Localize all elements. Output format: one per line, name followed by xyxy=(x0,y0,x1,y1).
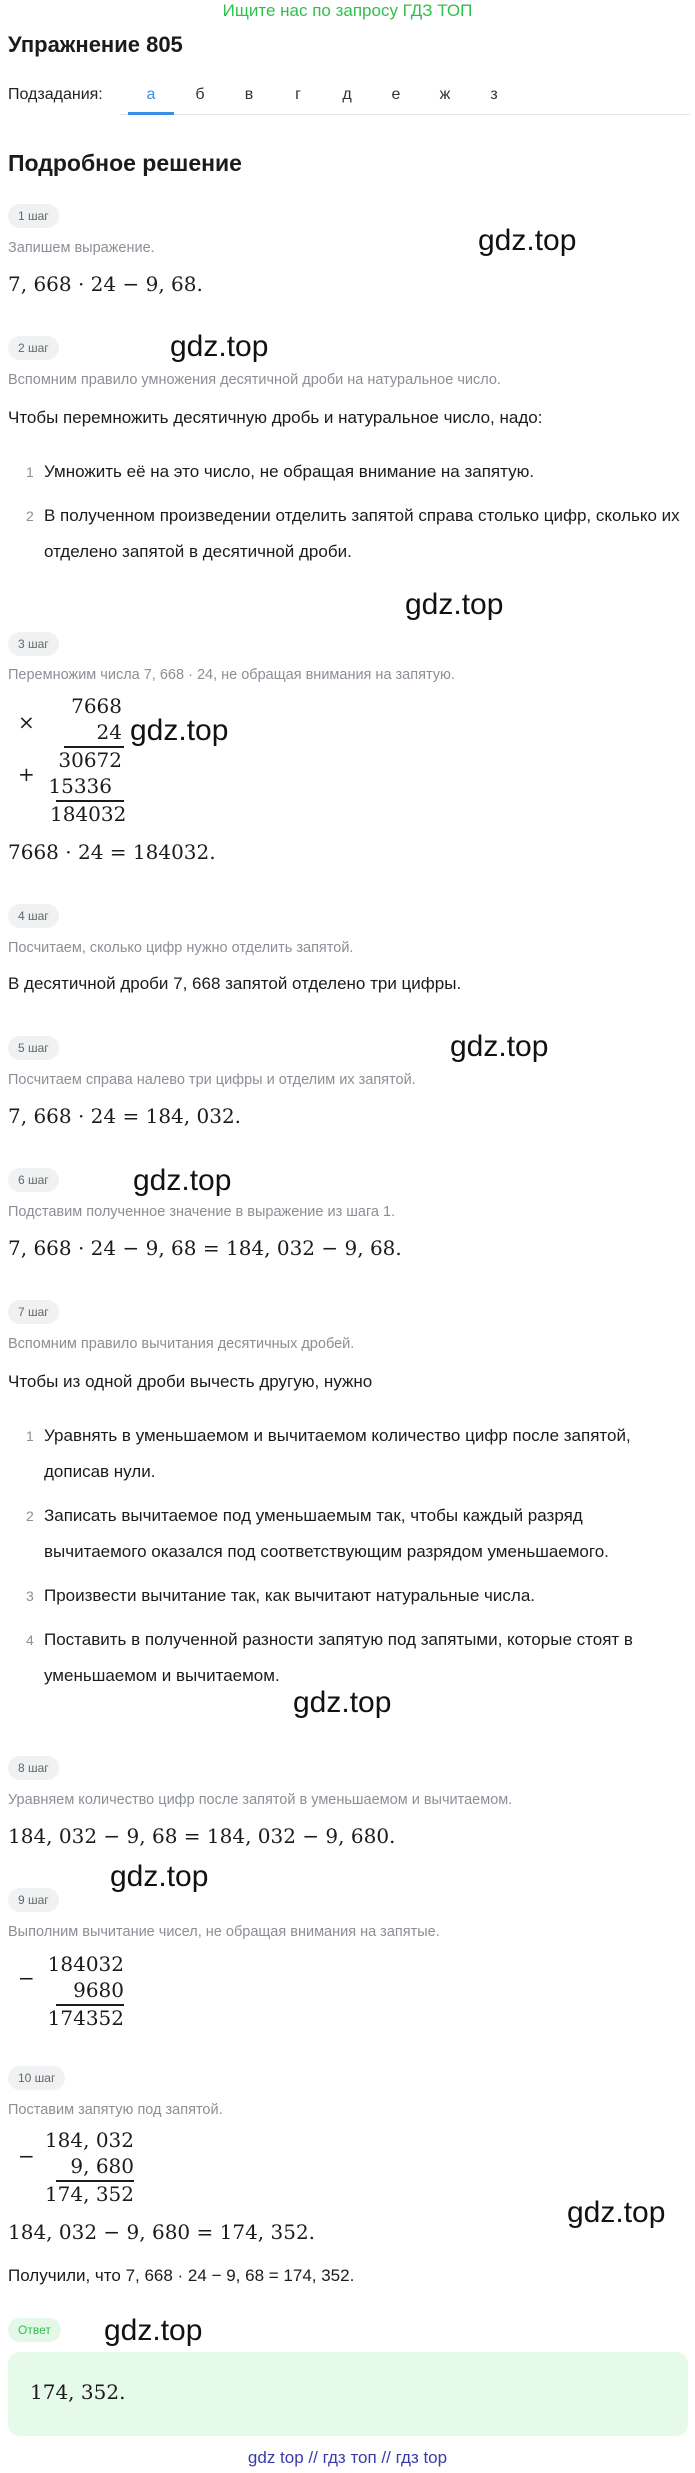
step-7-item-2-num: 2 xyxy=(26,1508,34,1524)
step-1-label: 1 шаг xyxy=(8,204,59,228)
watermark: gdz.top xyxy=(133,1164,232,1197)
step-7-item-3: Произвести вычитание так, как вычитают натуральные числа. xyxy=(44,1586,536,1605)
step-7-text: Чтобы из одной дроби вычесть другую, нужно xyxy=(8,1372,373,1391)
step-1-math: 7, 668 · 24 − 9, 68. xyxy=(8,272,203,296)
step-7-label: 7 шаг xyxy=(8,1300,59,1324)
step-2-item-2-num: 2 xyxy=(26,508,34,524)
footer-links[interactable]: gdz top // гдз топ // гдз top xyxy=(247,2448,448,2467)
step-10-math: 184, 032 − 9, 680 = 174, 352. xyxy=(8,2220,316,2244)
col-mult-result: 184032 xyxy=(50,802,127,826)
col-mult-a: 7668 xyxy=(71,694,122,718)
step-2-item-1-num: 1 xyxy=(26,464,34,480)
minus-sign: − xyxy=(18,2144,35,2168)
section-title: Подробное решение xyxy=(8,150,242,176)
watermark: gdz.top xyxy=(450,1030,549,1063)
tab-a[interactable]: а xyxy=(146,86,156,103)
step-5-hint: Посчитаем справа налево три цифры и отделим их запятой. xyxy=(8,1072,416,1088)
col-sub-result: 174352 xyxy=(47,2006,124,2030)
subtasks-label: Подзадания: xyxy=(8,86,103,103)
col-mult-b: 24 xyxy=(96,720,122,744)
step-3-math: 7668 · 24 = 184032. xyxy=(8,840,216,864)
watermark: gdz.top xyxy=(110,1860,209,1893)
step-4-label: 4 шаг xyxy=(8,904,59,928)
col-mult-partial-1: 30672 xyxy=(58,748,122,772)
col-sub-b: 9680 xyxy=(73,1978,124,2002)
watermark: gdz.top xyxy=(104,2314,203,2347)
step-7-hint: Вспомним правило вычитания десятичных дробей. xyxy=(8,1336,355,1352)
step-6-math: 7, 668 · 24 − 9, 68 = 184, 032 − 9, 68. xyxy=(8,1236,402,1260)
page-title: Упражнение 805 xyxy=(8,32,183,57)
watermark: gdz.top xyxy=(478,224,577,257)
step-2-text: Чтобы перемножить десятичную дробь и натуральное число, надо: xyxy=(8,408,543,427)
step-7-item-2: Записать вычитаемое под уменьшаемым так, чтобы каждый разряд вычитаемого оказался под соответствующим разрядом уменьшаемого. xyxy=(44,1506,609,1561)
tab-v[interactable]: в xyxy=(244,86,254,103)
step-4-hint: Посчитаем, сколько цифр нужно отделить запятой. xyxy=(8,940,354,956)
step-6-label: 6 шаг xyxy=(8,1168,59,1192)
step-7-item-1-num: 1 xyxy=(26,1428,34,1444)
tab-b[interactable]: б xyxy=(195,86,205,103)
tab-e[interactable]: е xyxy=(391,86,401,103)
col-sub-a: 184032 xyxy=(47,1952,124,1976)
step-2-hint: Вспомним правило умножения десятичной дроби на натуральное число. xyxy=(8,372,501,388)
col-mult-partial-2: 15336 xyxy=(48,774,112,798)
watermark: gdz.top xyxy=(567,2196,666,2229)
step-7-item-1: Уравнять в уменьшаемом и вычитаемом количество цифр после запятой, дописав нули. xyxy=(44,1426,631,1481)
col-sub-a: 184, 032 xyxy=(44,2128,134,2152)
step-9-label: 9 шаг xyxy=(8,1888,59,1912)
col-sub-b: 9, 680 xyxy=(70,2154,134,2178)
step-4-text: В десятичной дроби 7, 668 запятой отделено три цифры. xyxy=(8,974,462,993)
tabs-divider xyxy=(120,114,690,115)
step-2-item-1: Умножить её на это число, не обращая внимание на запятую. xyxy=(44,462,535,481)
answer-value: 174, 352. xyxy=(30,2380,126,2404)
step-2-label: 2 шаг xyxy=(8,336,59,360)
step-10-text: Получили, что 7, 668 · 24 − 9, 68 = 174, 352. xyxy=(8,2266,355,2285)
step-1-hint: Запишем выражение. xyxy=(8,240,155,256)
tab-d[interactable]: д xyxy=(342,86,352,103)
step-10-hint: Поставим запятую под запятой. xyxy=(8,2102,223,2118)
tab-g[interactable]: г xyxy=(295,86,301,103)
watermark: gdz.top xyxy=(170,330,269,363)
step-3-hint: Перемножим числа 7, 668 · 24, не обращая внимания на запятую. xyxy=(8,667,455,683)
answer-label: Ответ xyxy=(8,2318,61,2342)
step-7-item-4-num: 4 xyxy=(26,1632,34,1648)
step-8-math: 184, 032 − 9, 68 = 184, 032 − 9, 680. xyxy=(8,1824,396,1848)
step-6-hint: Подставим полученное значение в выражение из шага 1. xyxy=(8,1204,396,1220)
minus-sign: − xyxy=(18,1966,35,1990)
watermark: gdz.top xyxy=(293,1686,392,1719)
step-7-item-3-num: 3 xyxy=(26,1588,34,1604)
step-10-label: 10 шаг xyxy=(8,2066,65,2090)
top-search-link[interactable]: Ищите нас по запросу ГДЗ ТОП xyxy=(222,1,473,20)
col-sub-result: 174, 352 xyxy=(44,2182,134,2206)
watermark: gdz.top xyxy=(405,588,504,621)
plus-sign: + xyxy=(18,762,35,786)
step-5-math: 7, 668 · 24 = 184, 032. xyxy=(8,1104,242,1128)
step-8-hint: Уравняем количество цифр после запятой в уменьшаемом и вычитаемом. xyxy=(8,1792,513,1808)
step-2-item-2: В полученном произведении отделить запятой справа столько цифр, сколько их отделено запятой в десятичной дроби. xyxy=(44,506,680,561)
tab-z[interactable]: з xyxy=(490,86,498,103)
step-5-label: 5 шаг xyxy=(8,1036,59,1060)
step-7-item-4: Поставить в полученной разности запятую под запятыми, которые стоят в уменьшаемом и вычитаемом. xyxy=(44,1630,633,1685)
watermark: gdz.top xyxy=(130,714,229,747)
step-3-label: 3 шаг xyxy=(8,632,59,656)
active-tab-indicator xyxy=(128,112,174,115)
step-9-hint: Выполним вычитание чисел, не обращая внимания на запятые. xyxy=(8,1924,440,1940)
tab-zh[interactable]: ж xyxy=(439,86,451,103)
step-8-label: 8 шаг xyxy=(8,1756,59,1780)
multiply-sign: × xyxy=(18,710,35,734)
